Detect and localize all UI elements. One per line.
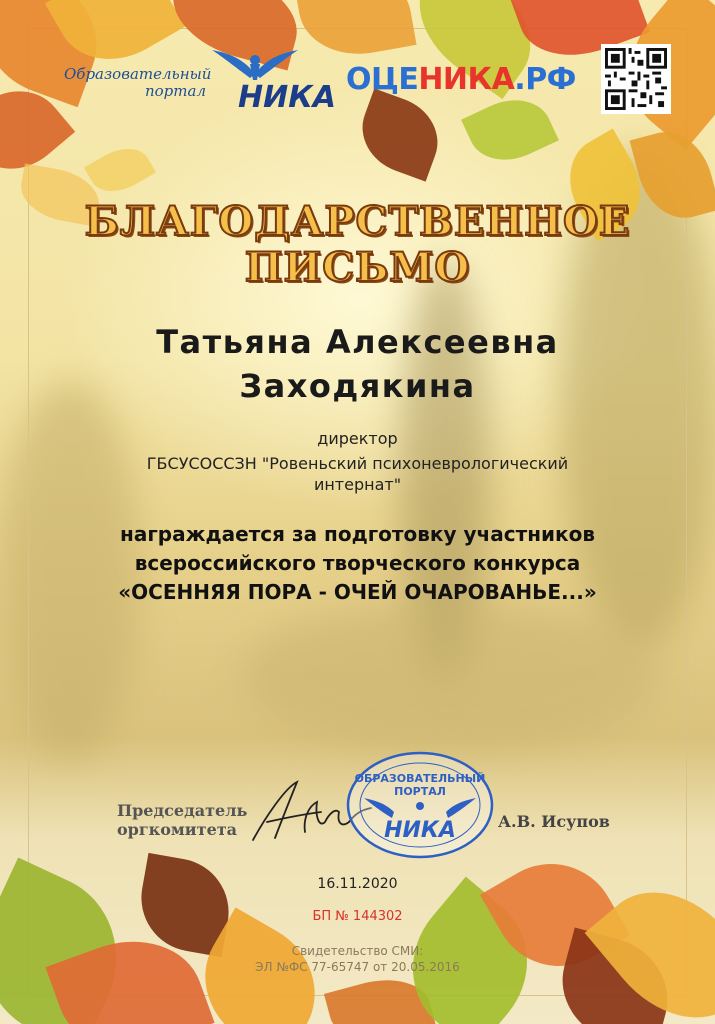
signatory-role (117, 801, 247, 839)
qr-code-icon (605, 48, 667, 110)
recipient-name-line-2: Заходякина (239, 367, 476, 405)
award-text-line-1: награждается за подготовку участников (120, 522, 595, 546)
recipient-position: директор (317, 429, 398, 448)
portal-logo-caption (64, 65, 212, 100)
media-registration-line-2: ЭЛ №ФС 77-65747 от 20.05.2016 (255, 960, 460, 974)
stamp-line-1: ОБРАЗОВАТЕЛЬНЫЙ (354, 772, 486, 785)
recipient-organization-line-1: ГБСУСОССЗН "Ровеньский психоневрологический (146, 454, 569, 473)
portal-brand: НИКА (238, 80, 336, 115)
stamp-text (344, 772, 496, 798)
recipient-name-line-1: Татьяна Алексеевна (156, 323, 559, 361)
media-registration-line-1: Свидетельство СМИ: (291, 944, 424, 958)
issue-date: 16.11.2020 (317, 876, 398, 892)
signatory-role-line-1: Председатель (117, 801, 248, 820)
stamp-line-2: ПОРТАЛ (394, 785, 446, 798)
site-logo-part-1: ОЦЕ (346, 62, 419, 97)
portal-stamp (344, 750, 496, 860)
site-logo-part-3: .РФ (514, 62, 576, 97)
signatory-role-line-2: оргкомитета (117, 820, 238, 839)
contest-name: «ОСЕННЯЯ ПОРА - ОЧЕЙ ОЧАРОВАНЬЕ...» (118, 580, 597, 604)
document-number: БП № 144302 (312, 909, 403, 924)
recipient-organization-line-2: интернат" (313, 475, 402, 494)
signatory-name: А.В. Исупов (498, 812, 610, 831)
qr-code (601, 44, 671, 114)
site-logo-part-2: НИКА (418, 62, 515, 97)
certificate-title-line-1: БЛАГОДАРСТВЕННОЕ (84, 198, 631, 245)
site-logo (346, 62, 576, 97)
portal-line-2: портал (144, 82, 206, 100)
certificate-title-line-2: ПИСЬМО (244, 244, 471, 291)
portal-line-1: Образовательный (64, 65, 212, 83)
award-text-line-2: всероссийского творческого конкурса (134, 551, 581, 575)
stamp-brand: НИКА (384, 818, 456, 843)
